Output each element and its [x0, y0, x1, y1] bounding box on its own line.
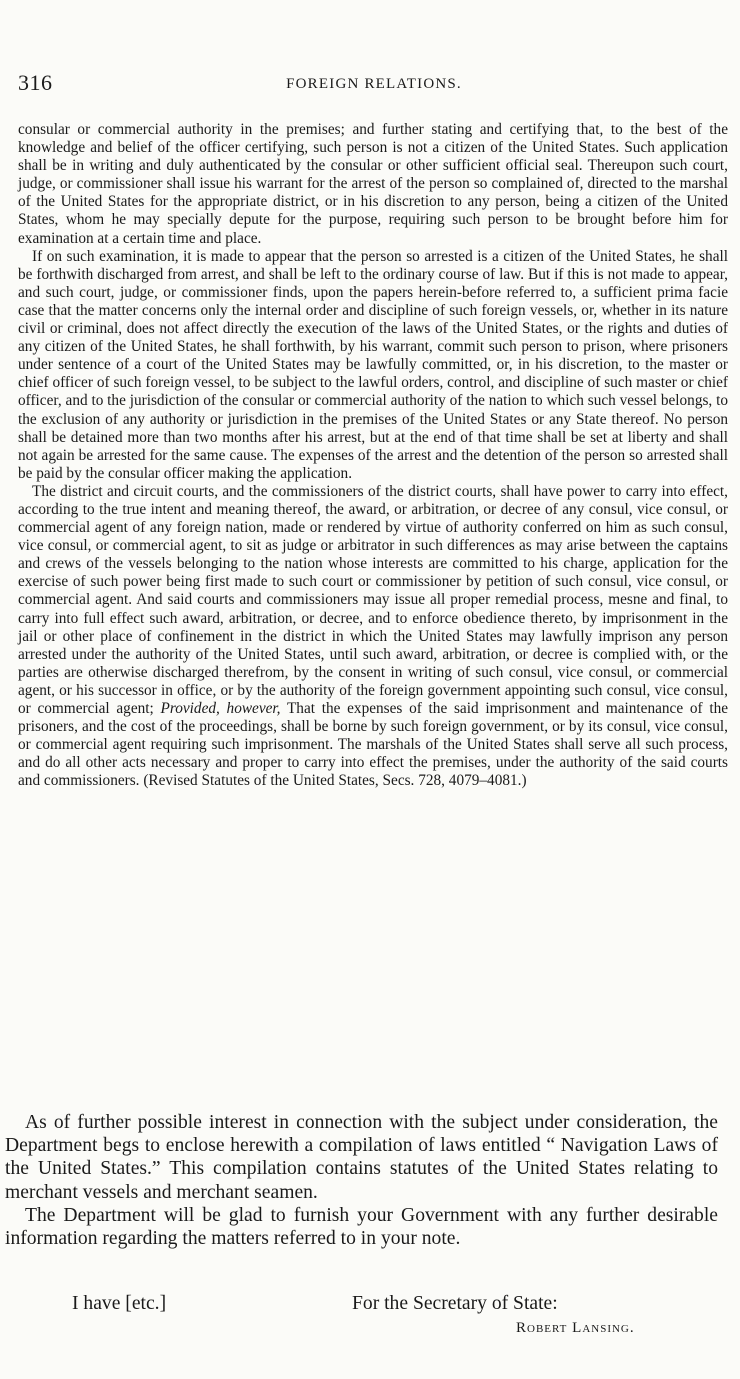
closing-attribution: For the Secretary of State: [352, 1293, 558, 1314]
letter-body [5, 1111, 718, 1250]
letter-closing [0, 1293, 740, 1343]
statute-paragraph-1: consular or commercial authority in the premises; and further stating and certifying that, to the best of the knowledge and belief of the officer certifying, such person is not a citizen of the United States. Such application shall be in writing and duly authenticated by the consular or other sufficient official seal. Thereupon such court, judge, or commissioner shall issue his warrant for the arrest of the person so complained of, directed to the marshal of the United States for the appropriate district, or in his discretion to any person, being a citizen of the United States, whom he may specially depute for the purpose, requiring such person to be brought before him for examination at a certain time and place. [18, 121, 728, 247]
statute-paragraph-3-provided-text: That the expenses of the said imprisonment and maintenance of the prisoners, and the cost of the proceedings, shall be borne by such foreign government, or by its consul, vice consul, or commercial agent requiring such imprisonment. The marshals of the United States shall serve all such process, and do all other acts necessary and proper to carry into effect the premises, under the authority of the said courts and commissioners. (Revised Statutes of the United States, Secs. 728, 4079–4081.) [18, 700, 729, 790]
letter-paragraph-2: The Department will be glad to furnish your Government with any further desirable information regarding the matters referred to in your note. [5, 1204, 718, 1250]
closing-salutation: I have [etc.] [72, 1293, 167, 1314]
statute-paragraph-3 [18, 483, 728, 791]
running-title: FOREIGN RELATIONS. [286, 76, 462, 92]
letter-paragraph-1: As of further possible interest in connection with the subject under consideration, the Department begs to enclose herewith a compilation of laws entitled “ Navigation Laws of the United States.” This compilation contains statutes of the United States relating to merchant vessels and merchant seamen. [5, 1112, 718, 1203]
page-number: 316 [18, 70, 53, 95]
signature: Robert Lansing. [516, 1320, 635, 1336]
page-header [18, 70, 730, 100]
provided-however: Provided, however, [160, 700, 281, 717]
statute-excerpt [18, 121, 728, 790]
statute-paragraph-3-text: The district and circuit courts, and the commissioners of the district courts, shall have power to carry into effect, according to the true intent and meaning thereof, the award, or arbitration, or decree of any consul, vice consul, or commercial agent of any foreign nation, made or rendered by virtue of authority conferred on him as such consul, vice consul, or commercial agent, to sit as judge or arbitrator in such differences as may arise between the captains and crews of the vessels belonging to the nation whose interests are committed to his charge, application for the exercise of such power being first made to such court or commissioner by petition of such consul, vice consul, or commercial agent. And said courts and commissioners may issue all proper remedial process, mesne and final, to carry into full effect such award, arbitration, or decree, and to enforce obedience thereto, by imprisonment in the jail or other place of confinement in the district in which the United States may lawfully imprison any person arrested under the authority of the United States, until such award, arbitration, or decree is complied with, or the parties are otherwise discharged therefrom, by the consent in writing of such consul, vice consul, or commercial agent, or his successor in office, or by the authority of the foreign government appointing such consul, vice consul, or commercial agent; [18, 482, 728, 717]
statute-paragraph-2: If on such examination, it is made to appear that the person so arrested is a citizen of the United States, he shall be forthwith discharged from arrest, and shall be left to the ordinary course of law. But if this is not made to appear, and such court, judge, or commissioner finds, upon the papers herein-before referred to, a sufficient prima facie case that the matter concerns only the internal order and discipline of such foreign vessels, or, whether in its nature civil or criminal, does not affect directly the execution of the laws of the United States, or the rights and duties of any citizen of the United States, he shall forthwith, by his warrant, commit such person to prison, where prisoners under sentence of a court of the United States may be lawfully committed, or, in his discretion, to the master or chief officer of such foreign vessel, to be subject to the lawful orders, control, and discipline of such master or chief officer, and to the jurisdiction of the consular or commercial authority of the nation to which such vessel belongs, to the exclusion of any authority or jurisdiction in the premises of the United States or any State thereof. No person shall be detained more than two months after his arrest, but at the end of that time shall be set at liberty and shall not again be arrested for the same cause. The expenses of the arrest and the detention of the person so arrested shall be paid by the consular officer making the application. [18, 247, 728, 482]
